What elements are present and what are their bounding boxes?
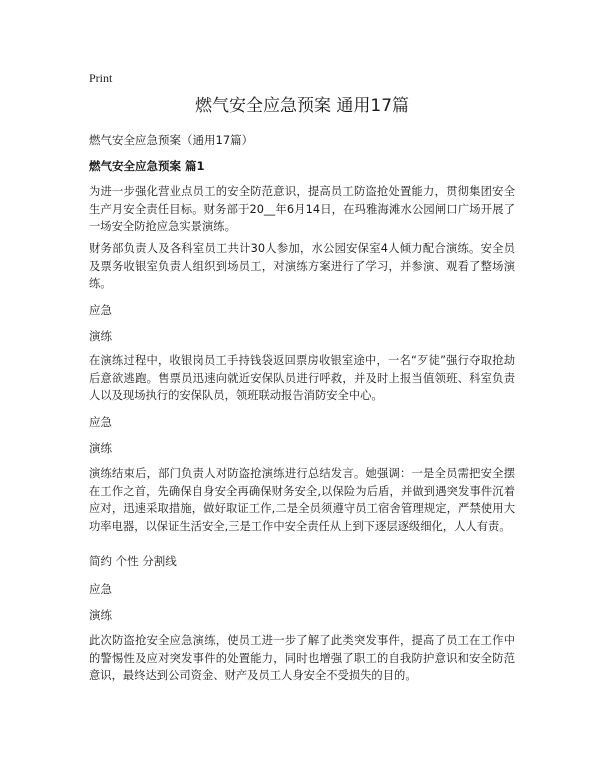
label-yanlian: 演练 [89,441,112,455]
page-title: 燃气安全应急预案 通用17篇 [194,96,410,116]
print-label[interactable]: Print [89,71,113,85]
paragraph-conclusion: 此次防盗抢安全应急演练，使员工进一步了解了此类突发事件，提高了员工在工作中的警惕性及应对突发事件的处置能力，同时也增强了职工的自我防护意识和安全防范意识，最终达到公司资金、财产及员工人身安全不受损失的目的。 [89,634,515,682]
section-heading: 燃气安全应急预案 篇1 [89,159,205,173]
label-yanlian: 演练 [89,608,112,622]
paragraph-process: 在演练过程中，收银岗员工手持钱袋返回票房收银室途中，一名“歹徒”强行夺取抢劫后意欲逃跑。售票员迅速向就近安保队员进行呼救，并及时上报当值领班、科室负责人以及现场执行的安保队员，领班联动报告消防安全中心。 [89,354,515,402]
paragraph-participants: 财务部负责人及各科室员工共计30人参加，水公园安保室4人倾力配合演练。安全员及票务收银室负责人组织到场员工，对演练方案进行了学习，并参演、观看了整场演练。 [89,242,515,290]
label-yanlian: 演练 [89,329,112,343]
document-subtitle: 燃气安全应急预案（通用17篇） [89,133,254,147]
paragraph-intro: 为进一步强化营业点员工的安全防范意识，提高员工防盗抢处置能力，贯彻集团安全生产月安全责任目标。财务部于20__年6月14日，在玛雅海滩水公园闸口广场开展了一场安全防抢应急实景演练。 [89,185,515,233]
label-yingji: 应急 [89,415,112,429]
divider-text: 简约 个性 分割线 [89,554,177,568]
label-yingji: 应急 [89,582,112,596]
paragraph-summary: 演练结束后，部门负责人对防盗抢演练进行总结发言。她强调：一是全员需把安全摆在工作之首，先确保自身安全再确保财务安全,以保险为后盾，并做到遇突发事件沉着应对，迅速采取措施，做好取证工作,二是全员须遵守员工宿舍管理规定，严禁使用大功率电器，以保证生活安全,三是工作中安全责任从上到下逐层逐级细化，人人有责。 [89,467,515,533]
label-yingji: 应急 [89,303,112,317]
